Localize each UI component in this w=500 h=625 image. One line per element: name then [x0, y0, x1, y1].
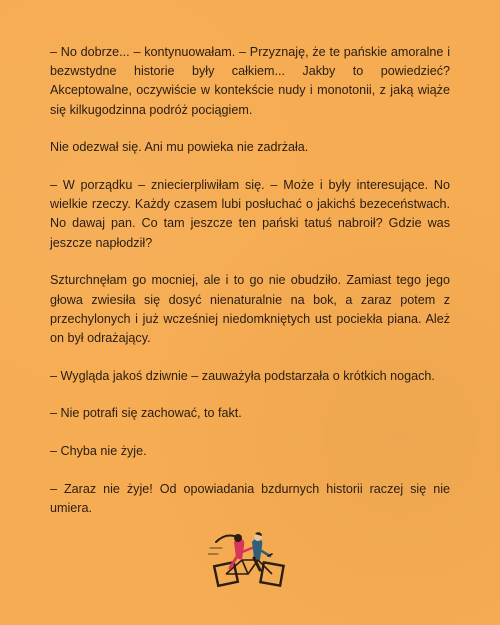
paragraph-8: – Zaraz nie żyje! Od opowiadania bzdurnych historii raczej się nie umiera.: [50, 481, 450, 515]
tandem-bicycle-icon: [208, 530, 292, 590]
paragraph-7: – Chyba nie żyje.: [50, 444, 147, 459]
paragraph-2: Nie odezwał się. Ani mu powieka nie zadrżała.: [50, 140, 309, 155]
paragraph-6: – Nie potrafi się zachować, to fakt.: [50, 406, 242, 421]
paragraph-4: Szturchnęłam go mocniej, ale i to go nie obudziło. Zamiast tego jego głowa zwiesiła się dosyć nienaturalnie na bok, a zaraz potem z przechylonych i już wcześniej niedomkniętych ust pociekła piana. Ależ on był odrażający.: [50, 273, 450, 345]
paragraph-1: – No dobrze... – kontynuowałam. – Przyznaję, że te pańskie amoralne i bezwstydne historie były całkiem... Jakby to powiedzieć? Akceptowalne, oczywiście w kontekście nudy i monotonii, z jaką wiąże się kilkugodzinna podróż pociągiem.: [50, 45, 450, 117]
paragraph-3: – W porządku – zniecierpliwiłam się. – Może i były interesujące. No wielkie rzeczy. Każdy czasem lubi posłuchać o jakichś bezeceństwach. No dawaj pan. Co tam jeszcze ten pański tatuś nabroił? Gdzie was jeszcze napłodził?: [50, 178, 450, 250]
paragraph-5: – Wygląda jakoś dziwnie – zauważyła podstarzała o krótkich nogach.: [50, 368, 435, 383]
